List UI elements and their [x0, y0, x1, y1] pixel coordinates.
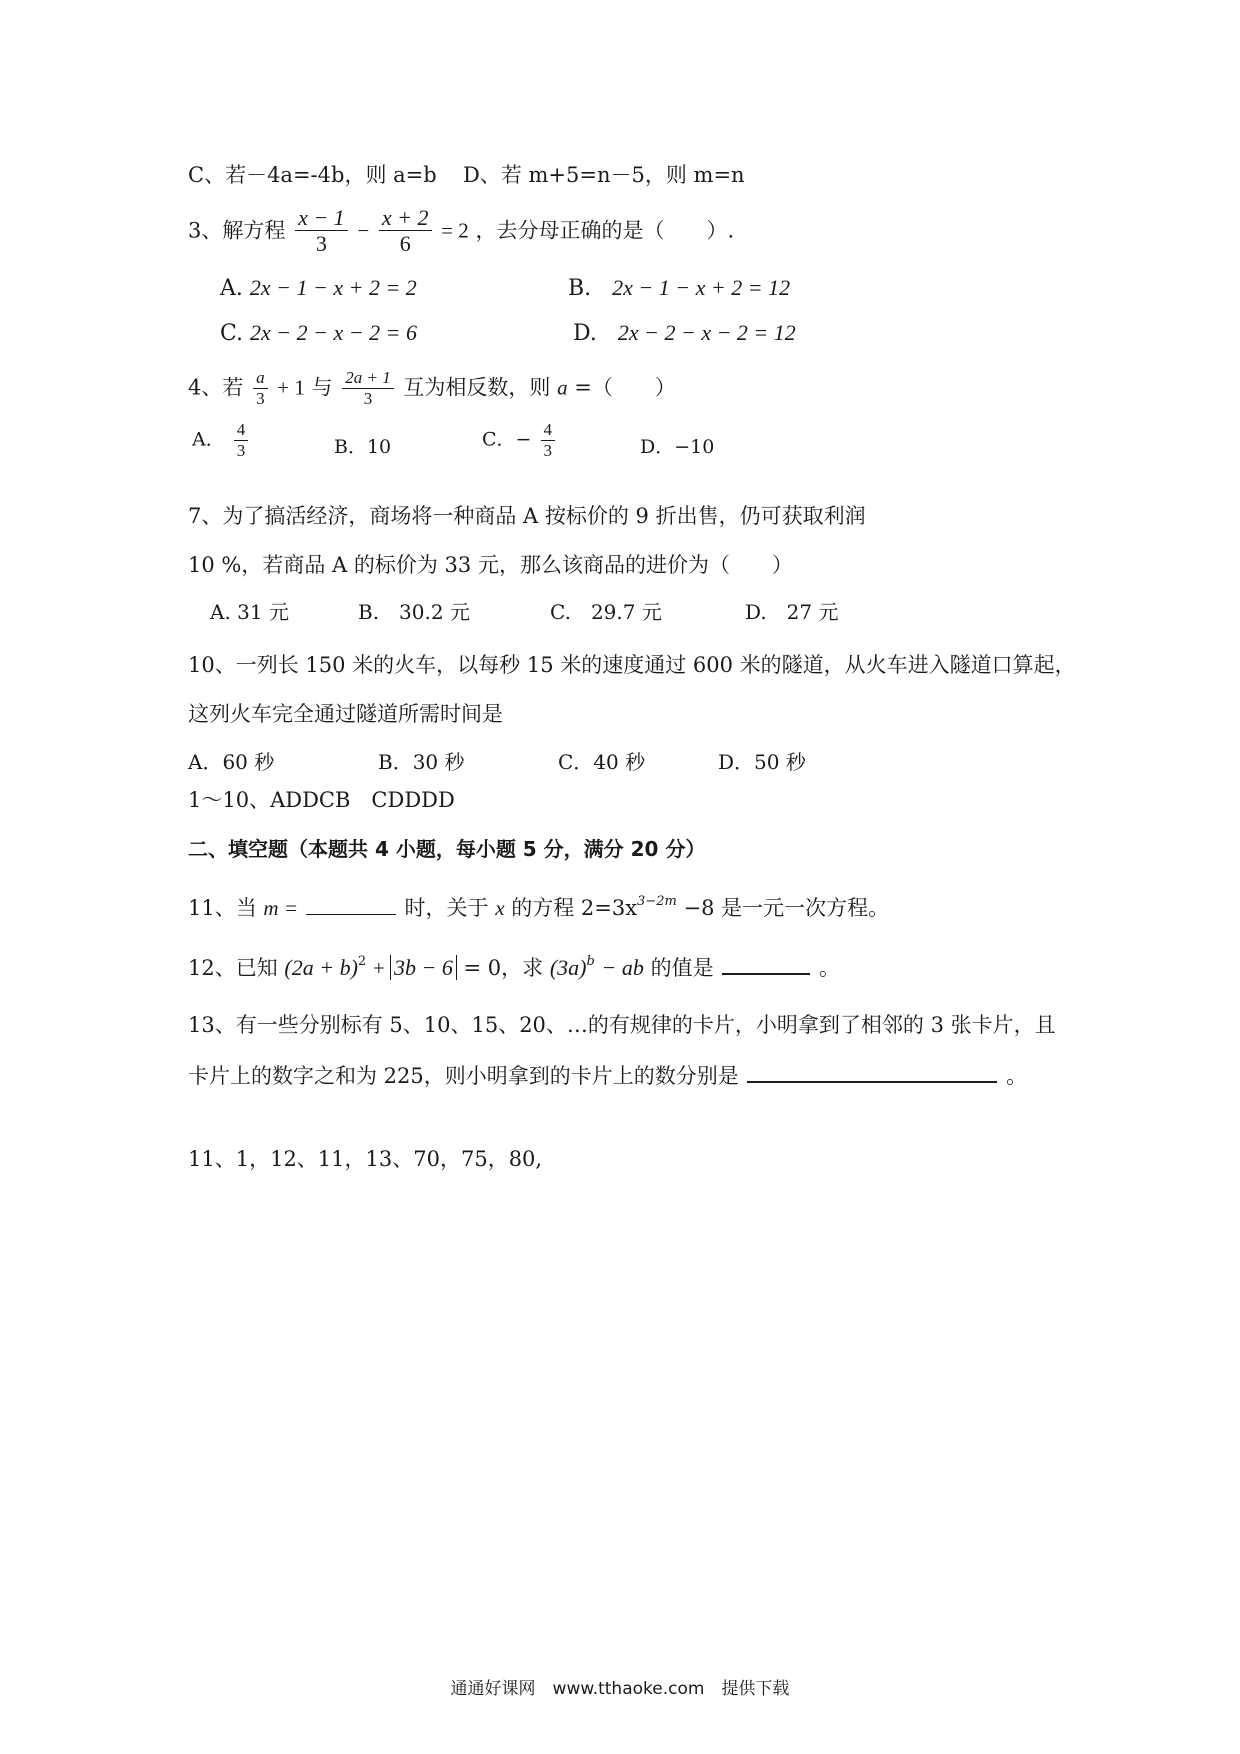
q13-answer-blank[interactable] — [747, 1079, 997, 1083]
q12-sup-b: b — [586, 954, 595, 969]
q3-option-b — [568, 277, 790, 300]
q3-fraction-2-numerator: x + 2 — [379, 205, 432, 231]
q4-option-a-denominator: 3 — [236, 440, 246, 460]
q3-option-c-label: C. — [220, 321, 244, 346]
q4-option-a-fraction — [234, 420, 249, 460]
q4-option-c-label: C．− — [482, 428, 532, 451]
q7-option-a: A. 31 元 — [210, 600, 289, 624]
q4-fraction-1-numerator: a — [253, 368, 268, 389]
q3-option-b-label: B. — [568, 276, 592, 301]
q11-var-x: x — [495, 896, 505, 920]
q11-equals: = — [285, 896, 298, 920]
q3-option-d — [573, 322, 796, 345]
q12 — [188, 955, 840, 979]
q12-plus: + — [372, 956, 390, 980]
q3-minus: − — [357, 218, 370, 243]
q3-fraction-2 — [379, 205, 432, 257]
q7-line-1: 7、为了搞活经济，商场将一种商品 A 按标价的 9 折出售，仍可获取利润 — [188, 504, 866, 528]
q12-expr-1: (2a + b) — [284, 955, 358, 980]
q4-fraction-2-numerator: 2a + 1 — [342, 368, 393, 389]
q3-tail: ，去分母正确的是（ ）. — [475, 218, 735, 243]
q3-label: 3、解方程 — [188, 218, 286, 243]
q4-fraction-2-denominator: 3 — [363, 388, 373, 408]
q10-line-1: 10、一列长 150 米的火车，以每秒 15 米的速度通过 600 米的隧道，从火车进入隧道口算起， — [188, 653, 1076, 677]
q3-option-a-label: A. — [220, 276, 243, 301]
q7-line-2: 10 %，若商品 A 的标价为 33 元，那么该商品的进价为（ ） — [188, 553, 793, 577]
q12-abs-value — [390, 955, 457, 980]
q4-tail-pre: 互为相反数，则 — [403, 375, 551, 400]
q2-option-d: D、若 m+5=n－5，则 m=n — [463, 163, 745, 187]
q12-answer-blank[interactable] — [722, 971, 810, 975]
q3-option-a-text: 2x − 1 − x + 2 = 2 — [249, 275, 417, 300]
q11-mid2: 的方程 2=3x — [511, 896, 638, 920]
q4-option-c-numerator: 4 — [541, 420, 556, 441]
q4-fraction-1 — [253, 368, 268, 408]
q13-end: 。 — [1006, 1064, 1028, 1088]
q3-option-c — [220, 322, 417, 345]
q4-with: 与 — [311, 375, 333, 400]
q3-fraction-1-denominator: 3 — [315, 231, 327, 257]
q12-minus-ab: − ab — [601, 955, 644, 980]
q12-post: 。 — [818, 956, 840, 980]
q7-option-d: D. 27 元 — [745, 600, 839, 624]
q12-post-pre: 的值是 — [650, 956, 714, 980]
q11-exponent: 3−2m — [637, 894, 677, 909]
q11 — [188, 895, 889, 919]
q12-expr-2: (3a) — [549, 955, 587, 980]
q4-plus-one: + 1 — [277, 375, 305, 400]
section-2-heading: 二、填空题（本题共 4 小题，每小题 5 分，满分 20 分） — [188, 837, 706, 861]
q4-option-c-denominator: 3 — [543, 440, 553, 460]
q4-option-d: D．−10 — [640, 436, 715, 458]
q11-answer-blank[interactable] — [306, 912, 396, 915]
q4-tail-post: =（ ） — [574, 375, 676, 400]
q3-equals: = 2 — [441, 218, 469, 243]
q2-option-c: C、若－4a=-4b，则 a=b — [188, 163, 437, 187]
q4-stem — [188, 368, 676, 408]
q3-stem — [188, 205, 734, 257]
q3-option-a — [220, 277, 417, 300]
q12-square: 2 — [357, 954, 367, 969]
q11-post: −8 是一元一次方程。 — [683, 896, 890, 920]
answers-1-10: 1～10、ADDCB CDDDD — [188, 788, 455, 812]
q4-option-c — [482, 420, 558, 460]
answers-11-13: 11、1，12、11，13、70，75，80, — [188, 1147, 543, 1171]
q3-option-d-label: D. — [573, 321, 597, 346]
q13-line-2 — [188, 1066, 1027, 1087]
q3-fraction-2-denominator: 6 — [399, 231, 411, 257]
q3-option-d-text: 2x − 2 − x − 2 = 12 — [617, 320, 796, 345]
q12-eq0: = 0，求 — [463, 956, 544, 980]
q4-fraction-1-denominator: 3 — [256, 388, 265, 408]
q4-option-c-fraction — [541, 420, 556, 460]
q13-line-2-text: 卡片上的数字之和为 225，则小明拿到的卡片上的数分别是 — [188, 1064, 739, 1088]
q10-option-a: A．60 秒 — [188, 750, 275, 774]
q4-option-a — [192, 420, 251, 460]
q4-fraction-2 — [342, 368, 393, 408]
q3-option-c-text: 2x − 2 − x − 2 = 6 — [250, 320, 417, 345]
q11-var-m: m — [263, 896, 279, 920]
q7-option-b: B. 30.2 元 — [358, 600, 470, 624]
q4-tail-var: a — [557, 375, 568, 400]
q10-option-c: C．40 秒 — [558, 750, 646, 774]
q12-pre: 12、已知 — [188, 956, 278, 980]
q10-line-2: 这列火车完全通过隧道所需时间是 — [188, 702, 503, 726]
q10-option-b: B．30 秒 — [378, 750, 465, 774]
q4-label: 4、若 — [188, 375, 244, 400]
q10-option-d: D．50 秒 — [718, 750, 806, 774]
q12-abs-inner: 3b − 6 — [393, 955, 453, 980]
q4-option-b: B．10 — [334, 436, 392, 458]
q7-option-c: C. 29.7 元 — [550, 600, 662, 624]
page-footer: 通通好课网 www.tthaoke.com 提供下载 — [450, 1679, 790, 1699]
q11-mid: 时，关于 — [404, 896, 489, 920]
q4-option-a-label: A． — [192, 428, 225, 451]
q3-option-b-text: 2x − 1 − x + 2 = 12 — [612, 275, 791, 300]
q3-fraction-1-numerator: x − 1 — [295, 205, 348, 231]
q11-pre: 11、当 — [188, 896, 257, 920]
q3-fraction-1 — [295, 205, 348, 257]
q4-option-a-numerator: 4 — [234, 420, 249, 441]
q13-line-1: 13、有一些分别标有 5、10、15、20、…的有规律的卡片，小明拿到了相邻的 3 张卡片，且 — [188, 1013, 1056, 1037]
